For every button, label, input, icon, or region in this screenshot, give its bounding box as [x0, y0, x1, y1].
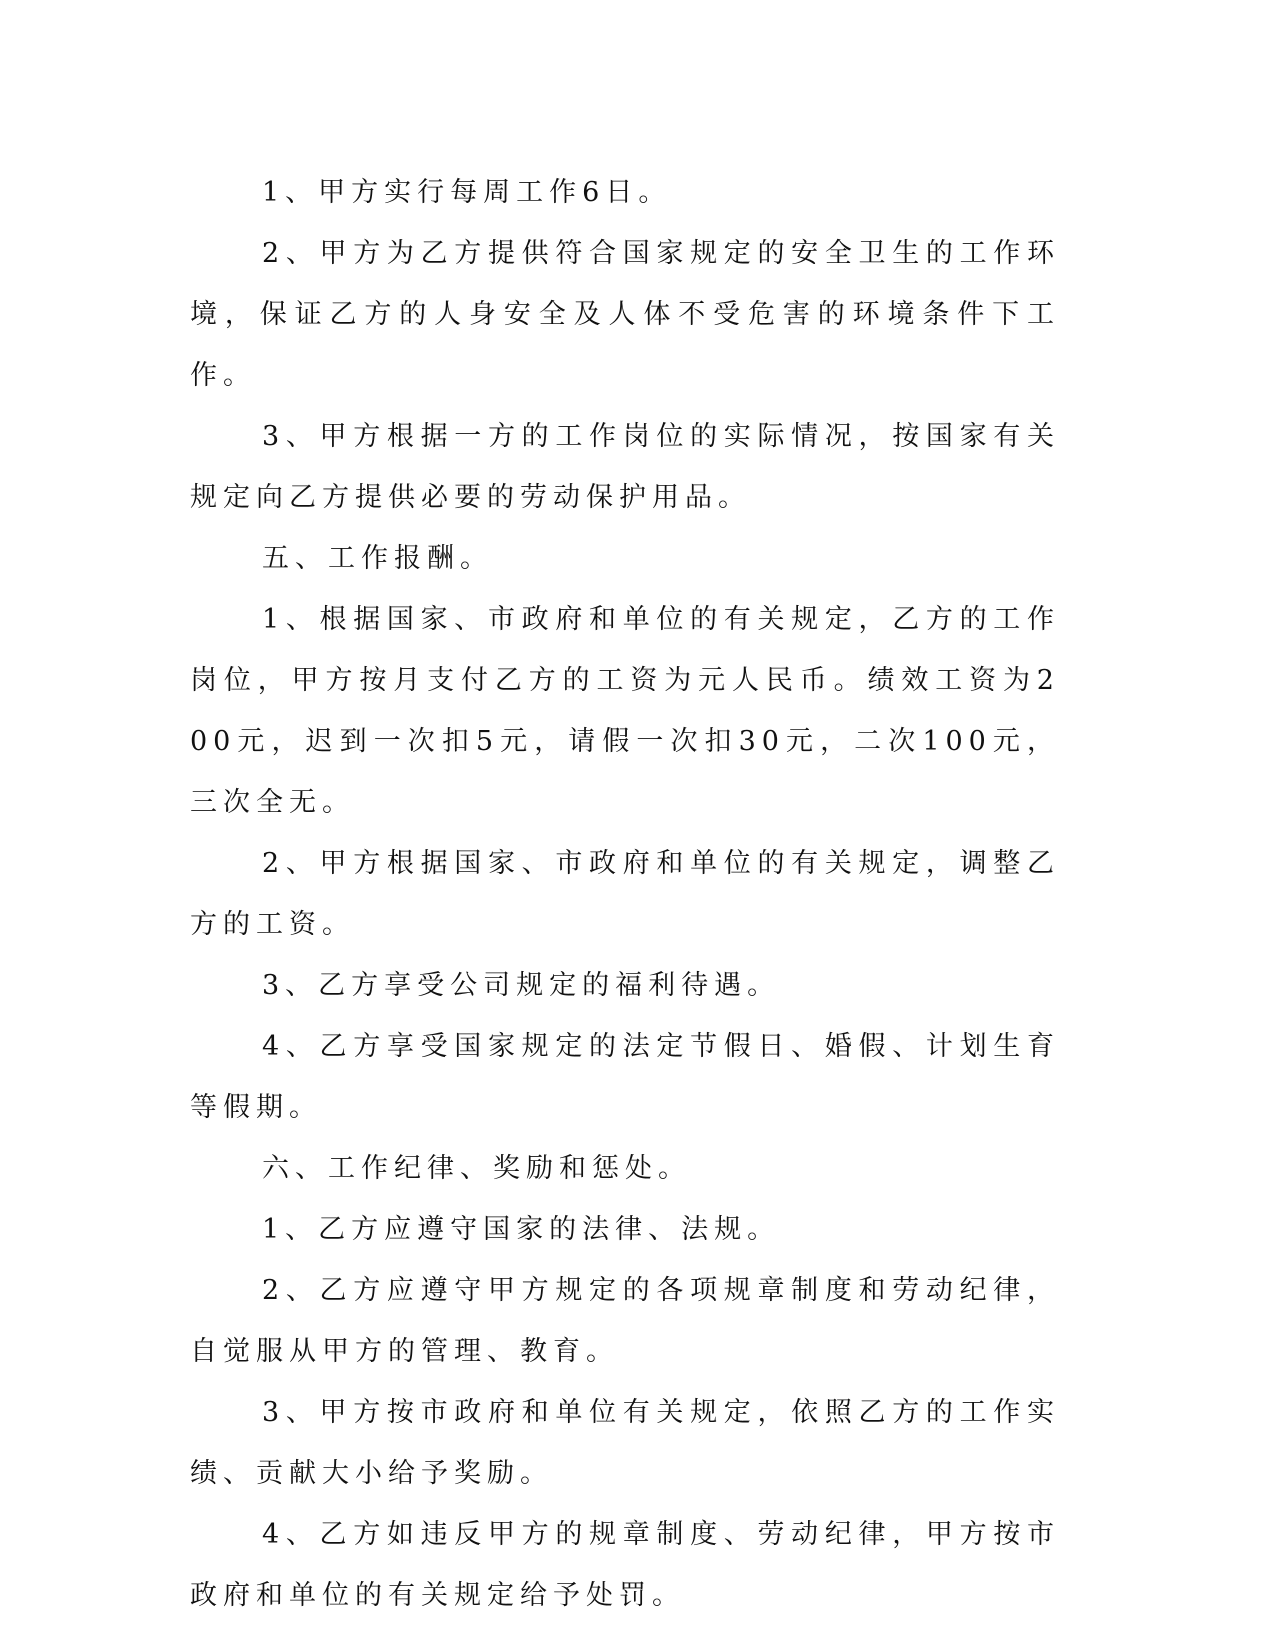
paragraph-wage-adjustment: 2、甲方根据国家、市政府和单位的有关规定，调整乙方的工资。 [190, 848, 1060, 940]
paragraph-protective-equipment: 3、甲方根据一方的工作岗位的实际情况，按国家有关规定向乙方提供必要的劳动保护用品。 [190, 421, 1060, 513]
paragraph-monthly-wage: 1、根据国家、市政府和单位的有关规定，乙方的工作岗位，甲方按月支付乙方的工资为元人民币。绩效工资为200元，迟到一次扣5元，请假一次扣30元，二次100元，三次全无。 [190, 604, 1060, 818]
paragraph-safety-environment: 2、甲方为乙方提供符合国家规定的安全卫生的工作环境，保证乙方的人身安全及人体不受危害的环境条件下工作。 [190, 238, 1060, 391]
paragraph-penalties: 4、乙方如违反甲方的规章制度、劳动纪律，甲方按市政府和单位的有关规定给予处罚。 [190, 1519, 1060, 1611]
section-heading-discipline: 六、工作纪律、奖励和惩处。 [262, 1153, 691, 1184]
paragraph-welfare-benefits: 3、乙方享受公司规定的福利待遇。 [262, 970, 781, 1001]
paragraph-obey-rules: 2、乙方应遵守甲方规定的各项规章制度和劳动纪律，自觉服从甲方的管理、教育。 [190, 1275, 1060, 1367]
document-body [190, 162, 1060, 1626]
paragraph-obey-laws: 1、乙方应遵守国家的法律、法规。 [262, 1214, 781, 1245]
paragraph-rewards: 3、甲方按市政府和单位有关规定，依照乙方的工作实绩、贡献大小给予奖励。 [190, 1397, 1060, 1489]
section-heading-compensation: 五、工作报酬。 [262, 543, 493, 574]
paragraph-work-week: 1、甲方实行每周工作6日。 [262, 177, 672, 208]
paragraph-statutory-holidays: 4、乙方享受国家规定的法定节假日、婚假、计划生育等假期。 [190, 1031, 1060, 1123]
